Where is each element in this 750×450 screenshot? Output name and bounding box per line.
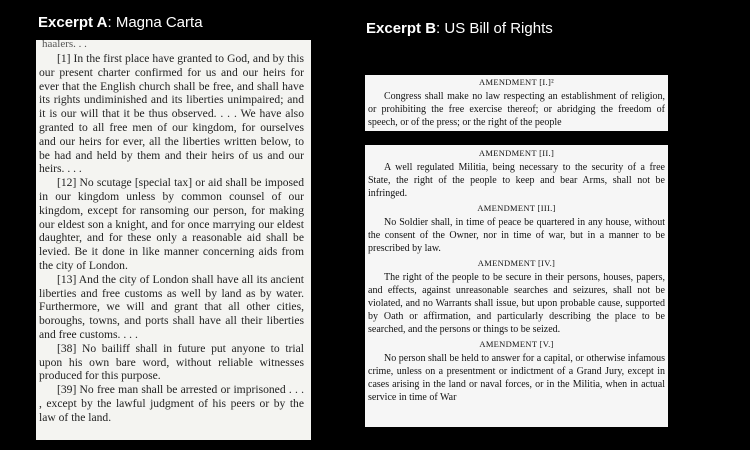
excerpt-b-label: Excerpt B xyxy=(366,20,437,37)
excerpt-a-label: Excerpt A xyxy=(38,14,108,31)
amendment-5-text: No person shall be held to answer for a capital, or otherwise infamous crime, unless on a presentment or indictment of a Grand Jury, except in cases arising in the land or naval forces, or in the Militia, when in actual service in time of War xyxy=(368,353,665,403)
amendment-2-heading: AMENDMENT [II.] xyxy=(478,148,555,158)
cut-off-line: haalers. . . xyxy=(42,40,87,50)
magna-carta-text xyxy=(39,52,304,425)
amendment-2-text: A well regulated Militia, being necessary to the security of a free State, the right of the people to keep and bear Arms, shall not be infringed. xyxy=(368,162,665,199)
amendment-4-heading: AMENDMENT [IV.] xyxy=(477,258,556,268)
clause-13: [13] And the city of London shall have all its ancient liberties and free customs as well by land as by water. Furthermore, we will and grant that all other cities, boroughs, towns, and ports shall have all their liberties and free customs. . . . xyxy=(39,272,304,341)
amendment-1-text: Congress shall make no law respecting an establishment of religion, or prohibiting the free exercise thereof; or abridging the freedom of speech, or of the press; or the right of the people xyxy=(368,91,665,128)
clause-12: [12] No scutage [special tax] or aid shall be imposed in our kingdom unless by common counsel of our kingdom, except for ransoming our person, for making our eldest son a knight, and for once marrying our eldest daughter, and for these only a reasonable aid shall be levied. Be it done in like manner concerning aids from the city of London. xyxy=(39,176,304,272)
amendment-1-heading: AMENDMENT [I.]² xyxy=(479,77,554,87)
excerpt-b-title: : US Bill of Rights xyxy=(436,20,553,37)
amendment-3-heading: AMENDMENT [III.] xyxy=(477,203,556,213)
clause-1: [1] In the first place have granted to God, and by this our present charter confirmed for us and our heirs for ever that the English church shall be free, and shall have its rights undiminished and its liberties unimpaired; and it is our will that it be thus observed. . . . We have also granted to all free men of our kingdom, for ourselves and our heirs for ever, all the liberties written below, to be had and held by them and their heirs of us and our heirs. . . . xyxy=(39,52,304,176)
excerpt-b-heading xyxy=(366,20,553,37)
amendment-4-text: The right of the people to be secure in their persons, houses, papers, and effects, against unreasonable searches and seizures, shall not be violated, and no Warrants shall issue, but upon probable cause, supported by Oath or affirmation, and particularly describing the place to be searched, and the persons or things to be seized. xyxy=(368,272,665,335)
clause-38: [38] No bailiff shall in future put anyone to trial upon his own bare word, without reliable witnesses produced for this purpose. xyxy=(39,341,304,383)
excerpt-a-heading xyxy=(38,14,203,31)
amendment-3-text: No Soldier shall, in time of peace be quartered in any house, without the consent of the Owner, nor in time of war, but in a manner to be prescribed by law. xyxy=(368,217,665,254)
amendment-1-scan xyxy=(365,75,668,131)
clause-39: [39] No free man shall be arrested or imprisoned . . . , except by the lawful judgment of his peers or by the law of the land. xyxy=(39,383,304,424)
amendment-5-heading: AMENDMENT [V.] xyxy=(479,339,554,349)
magna-carta-scan xyxy=(36,40,311,440)
amendments-2-5-scan xyxy=(365,145,668,427)
excerpt-a-title: : Magna Carta xyxy=(107,14,203,31)
